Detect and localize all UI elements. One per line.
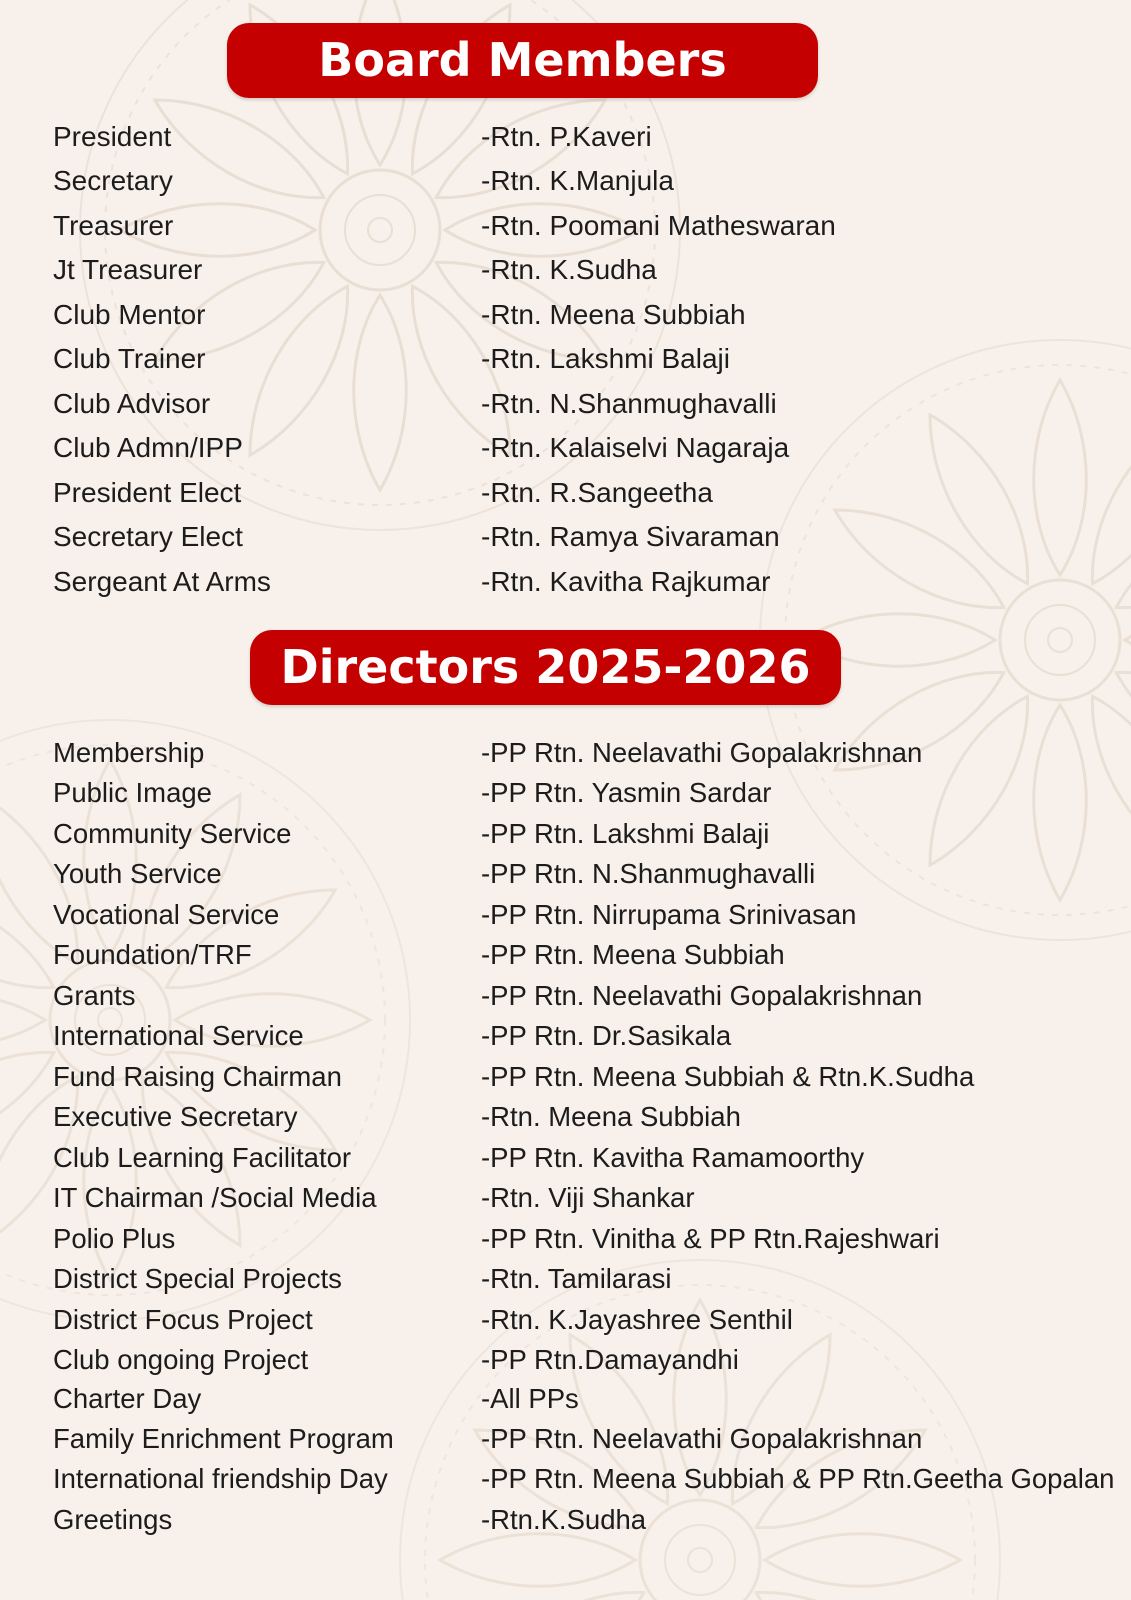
member-name: -Rtn. Kavitha Rajkumar [481,566,771,597]
director-row [0,1504,1131,1540]
role-label: Family Enrichment Program [53,1423,394,1454]
director-row [0,1020,1131,1056]
board-member-row [0,121,1131,157]
role-label: Treasurer [53,210,174,241]
member-name: -Rtn. Viji Shankar [481,1182,695,1213]
role-label: Fund Raising Chairman [53,1061,342,1092]
director-row [0,1101,1131,1137]
member-name: -PP Rtn. Neelavathi Gopalakrishnan [481,980,923,1011]
director-row [0,1142,1131,1178]
member-name: -Rtn. P.Kaveri [481,121,652,152]
director-row [0,777,1131,813]
role-label: District Focus Project [53,1304,313,1335]
member-name: -PP Rtn. Lakshmi Balaji [481,818,770,849]
member-name: -Rtn. Meena Subbiah [481,1101,741,1132]
board-member-row [0,165,1131,201]
role-label: Club ongoing Project [53,1344,309,1375]
role-label: IT Chairman /Social Media [53,1182,377,1213]
board-member-row [0,566,1131,602]
director-row [0,939,1131,975]
member-name: -PP Rtn. Nirrupama Srinivasan [481,899,857,930]
board-member-row [0,210,1131,246]
director-row [0,737,1131,773]
role-label: Charter Day [53,1383,202,1414]
director-row [0,1223,1131,1259]
role-label: Executive Secretary [53,1101,298,1132]
member-name: -PP Rtn.Damayandhi [481,1344,739,1375]
role-label: Club Trainer [53,343,206,374]
role-label: Public Image [53,777,212,808]
board-member-row [0,477,1131,513]
role-label: Jt Treasurer [53,254,203,285]
board-member-row [0,521,1131,557]
director-row [0,899,1131,935]
role-label: Vocational Service [53,899,280,930]
role-label: President Elect [53,477,242,508]
role-label: Club Admn/IPP [53,432,243,463]
member-name: -Rtn. K.Sudha [481,254,657,285]
member-name: -Rtn. Kalaiselvi Nagaraja [481,432,790,463]
directors-heading: Directors 2025-2026 [250,630,841,705]
role-label: Community Service [53,818,292,849]
member-name: -Rtn. N.Shanmughavalli [481,388,777,419]
member-name: -All PPs [481,1383,579,1414]
director-row [0,818,1131,854]
board-member-row [0,254,1131,290]
director-row [0,1383,1131,1419]
director-row [0,1463,1131,1499]
role-label: Grants [53,980,136,1011]
member-name: -Rtn. R.Sangeetha [481,477,713,508]
member-name: -PP Rtn. Meena Subbiah & Rtn.K.Sudha [481,1061,975,1092]
board-member-row [0,432,1131,468]
director-row [0,1304,1131,1340]
role-label: Secretary [53,165,173,196]
member-name: -Rtn. Ramya Sivaraman [481,521,780,552]
member-name: -Rtn.K.Sudha [481,1504,647,1535]
director-row [0,1263,1131,1299]
role-label: Greetings [53,1504,173,1535]
board-members-heading: Board Members [227,23,818,98]
board-member-row [0,388,1131,424]
role-label: Polio Plus [53,1223,176,1254]
director-row [0,980,1131,1016]
board-member-row [0,299,1131,335]
member-name: -PP Rtn. N.Shanmughavalli [481,858,816,889]
role-label: Sergeant At Arms [53,566,271,597]
role-label: Club Learning Facilitator [53,1142,352,1173]
member-name: -PP Rtn. Dr.Sasikala [481,1020,732,1051]
member-name: -PP Rtn. Meena Subbiah [481,939,785,970]
member-name: -Rtn. K.Manjula [481,165,674,196]
member-name: -PP Rtn. Kavitha Ramamoorthy [481,1142,865,1173]
member-name: -PP Rtn. Yasmin Sardar [481,777,772,808]
member-name: -Rtn. Poomani Matheswaran [481,210,836,241]
member-name: -Rtn. Tamilarasi [481,1263,672,1294]
director-row [0,1182,1131,1218]
director-row [0,1344,1131,1380]
member-name: -PP Rtn. Neelavathi Gopalakrishnan [481,1423,923,1454]
director-row [0,1061,1131,1097]
member-name: -PP Rtn. Vinitha & PP Rtn.Rajeshwari [481,1223,940,1254]
role-label: District Special Projects [53,1263,342,1294]
role-label: Foundation/TRF [53,939,252,970]
role-label: Youth Service [53,858,222,889]
role-label: Club Mentor [53,299,206,330]
role-label: International friendship Day [53,1463,388,1494]
role-label: Club Advisor [53,388,211,419]
role-label: President [53,121,172,152]
director-row [0,1423,1131,1459]
member-name: -Rtn. K.Jayashree Senthil [481,1304,793,1335]
member-name: -PP Rtn. Neelavathi Gopalakrishnan [481,737,923,768]
member-name: -PP Rtn. Meena Subbiah & PP Rtn.Geetha Gopalan [481,1463,1115,1494]
role-label: International Service [53,1020,304,1051]
role-label: Membership [53,737,205,768]
director-row [0,858,1131,894]
member-name: -Rtn. Meena Subbiah [481,299,746,330]
board-member-row [0,343,1131,379]
member-name: -Rtn. Lakshmi Balaji [481,343,730,374]
role-label: Secretary Elect [53,521,243,552]
